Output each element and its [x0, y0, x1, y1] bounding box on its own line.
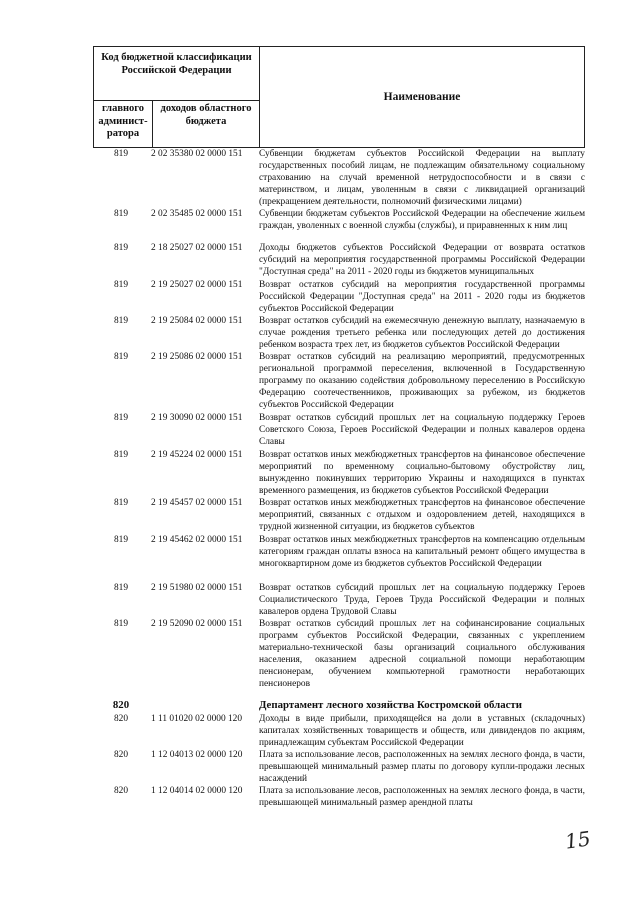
admin-code: 820	[113, 786, 129, 796]
income-code: 2 19 25084 02 0000 151	[151, 316, 243, 326]
income-code: 2 19 52090 02 0000 151	[151, 619, 243, 629]
admin-code: 819	[113, 619, 129, 629]
income-name: Субвенции бюджетам субъектов Российской Федерации на выплату государственных пособий лицам, не подлежащим обязательному социальному страхованию на случай временной нетрудоспособности и в связи с материнством, и лицам, уволенным в связи с ликвидацией организаций (прекращением деятельности, полномочий физическими лицами)	[259, 149, 585, 207]
admin-code: 819	[113, 352, 129, 362]
department-code: 820	[112, 699, 130, 711]
header-group-title: Код бюджетной классификации Российской Федерации	[101, 52, 252, 76]
income-code: 1 11 01020 02 0000 120	[151, 714, 243, 724]
income-code: 2 02 35485 02 0000 151	[151, 209, 243, 219]
department-name: Департамент лесного хозяйства Костромской области	[259, 699, 522, 711]
admin-code: 819	[113, 498, 129, 508]
income-code: 2 19 25086 02 0000 151	[151, 352, 243, 362]
income-name: Возврат остатков субсидий прошлых лет на социальную поддержку Героев Советского Союза, Героев Российской Федерации и полных кавалеров ордена Славы	[259, 413, 585, 447]
header-col-income: доходов областного бюджета	[160, 103, 252, 127]
admin-code: 819	[113, 149, 129, 159]
income-code: 2 19 45224 02 0000 151	[151, 450, 243, 460]
table-header	[93, 46, 585, 148]
income-code: 2 19 51980 02 0000 151	[151, 583, 243, 593]
header-col-admin: главного админист-ратора	[98, 103, 148, 139]
income-name: Возврат остатков иных межбюджетных трансфертов на финансовое обеспечение мероприятий по временному социально-бытовому обустройству лиц, вынужденно покинувших территорию Украины и находящихся в пунктах временного размещения, из бюджетов субъектов Российской Федерации	[259, 450, 585, 496]
income-name: Возврат остатков субсидий на реализацию мероприятий, предусмотренных региональной программой переселения, включенной в Государственную программу по оказанию содействия добровольному переселению в Российскую Федерацию соотечественников, проживающих за рубежом, из бюджетов субъектов Российской Федерации	[259, 352, 585, 410]
admin-code: 819	[113, 280, 129, 290]
income-code: 2 19 25027 02 0000 151	[151, 280, 243, 290]
admin-code: 819	[113, 535, 129, 545]
income-name: Доходы в виде прибыли, приходящейся на доли в уставных (складочных) капиталах хозяйственных товариществ и обществ, или дивидендов по акциям, принадлежащим субъектам Российской Федерации	[259, 714, 585, 748]
admin-code: 819	[113, 450, 129, 460]
admin-code: 819	[113, 209, 129, 219]
admin-code: 819	[113, 583, 129, 593]
income-code: 1 12 04014 02 0000 120	[151, 786, 243, 796]
income-name: Субвенции бюджетам субъектов Российской Федерации на обеспечение жильем граждан, уволенных с военной службы (службы), и приравненных к ним лиц	[259, 209, 585, 231]
income-code: 1 12 04013 02 0000 120	[151, 750, 243, 760]
admin-code: 820	[113, 714, 129, 724]
income-name: Возврат остатков субсидий прошлых лет на софинансирование социальных программ субъектов Российской Федерации, связанных с укреплением материально-технической базы организаций социального обслуживания населения, оказанием адресной социальной помощи неработающим пенсионерам, обучением компьютерной грамотности неработающих пенсионеров	[259, 619, 585, 689]
income-name: Плата за использование лесов, расположенных на землях лесного фонда, в части, превышающей минимальный размер платы по договору купли-продажи лесных насаждений	[259, 750, 585, 784]
income-name: Доходы бюджетов субъектов Российской Федерации от возврата остатков субсидий на мероприятия государственной программы Российской Федерации "Доступная среда" на 2011 - 2020 годы из бюджетов муниципальных	[259, 243, 585, 277]
income-code: 2 02 35380 02 0000 151	[151, 149, 243, 159]
admin-code: 820	[113, 750, 129, 760]
income-code: 2 18 25027 02 0000 151	[151, 243, 243, 253]
income-code: 2 19 30090 02 0000 151	[151, 413, 243, 423]
income-name: Возврат остатков иных межбюджетных трансфертов на компенсацию отдельным категориям граждан оплаты взноса на капитальный ремонт общего имущества в многоквартирном доме из бюджетов субъектов Российской Федерации	[259, 535, 585, 569]
admin-code: 819	[113, 413, 129, 423]
income-name: Возврат остатков субсидий на ежемесячную денежную выплату, назначаемую в случае рождения третьего ребенка или последующих детей до достижения ребенком возраста трех лет, из бюджетов субъектов Российской Федерации	[259, 316, 585, 350]
header-divider-horizontal	[94, 100, 259, 101]
income-name: Возврат остатков субсидий на мероприятия государственной программы Российской Федерации "Доступная среда" на 2011 - 2020 годы из бюджетов субъектов Российской Федерации	[259, 280, 585, 314]
admin-code: 819	[113, 243, 129, 253]
income-code: 2 19 45457 02 0000 151	[151, 498, 243, 508]
income-name: Возврат остатков иных межбюджетных трансфертов на финансовое обеспечение мероприятий, связанных с отдыхом и оздоровлением детей, находящихся в трудной жизненной ситуации, из бюджетов субъектов	[259, 498, 585, 532]
income-name: Плата за использование лесов, расположенных на землях лесного фонда, в части, превышающей минимальный размер арендной платы	[259, 786, 585, 808]
header-col-name: Наименование	[383, 91, 461, 103]
admin-code: 819	[113, 316, 129, 326]
income-name: Возврат остатков субсидий прошлых лет на социальную поддержку Героев Социалистического Труда, Героев Труда Российской Федерации и полных кавалеров ордена Трудовой Славы	[259, 583, 585, 617]
page-number: 15	[563, 826, 592, 854]
income-code: 2 19 45462 02 0000 151	[151, 535, 243, 545]
